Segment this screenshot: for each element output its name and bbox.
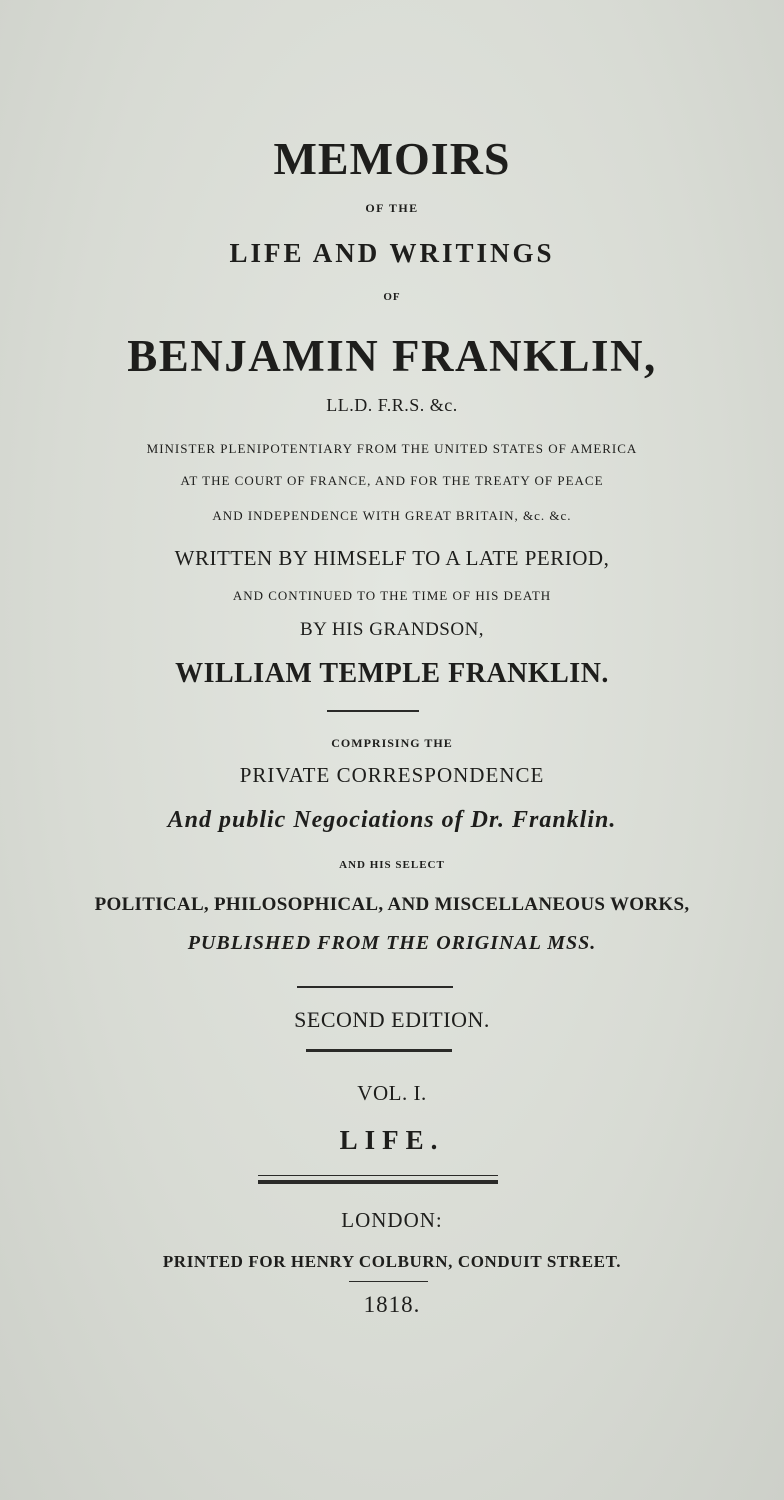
by-grandson-line: BY HIS GRANDSON, (299, 619, 485, 640)
works-line: POLITICAL, PHILOSOPHICAL, AND MISCELLANEOUS WORKS, (94, 894, 690, 915)
divider-rule-2 (297, 986, 453, 988)
printer-line: PRINTED FOR HENRY COLBURN, CONDUIT STREET. (162, 1252, 622, 1271)
year-line: 1818. (363, 1292, 421, 1317)
divider-rule-1 (327, 710, 419, 712)
of-line: OF (383, 291, 401, 303)
published-from-line: PUBLISHED FROM THE ORIGINAL MSS. (187, 932, 597, 954)
divider-rule-3 (306, 1049, 452, 1052)
public-negociations-line: And public Negociations of Dr. Franklin. (167, 807, 617, 833)
edition-line: SECOND EDITION. (294, 1007, 490, 1032)
written-by-line: WRITTEN BY HIMSELF TO A LATE PERIOD, (174, 546, 610, 570)
life-and-writings-line: LIFE AND WRITINGS (229, 238, 555, 268)
volume-line: VOL. I. (357, 1081, 427, 1105)
minister-line-3: AND INDEPENDENCE WITH GREAT BRITAIN, &c. &c. (212, 508, 572, 523)
private-correspondence-line: PRIVATE CORRESPONDENCE (239, 763, 545, 787)
author-name: BENJAMIN FRANKLIN, (127, 331, 657, 381)
divider-rule-5 (349, 1281, 428, 1282)
double-rule-thin (258, 1175, 498, 1176)
minister-line-1: MINISTER PLENIPOTENTIARY FROM THE UNITED STATES OF AMERICA (146, 441, 638, 456)
place-line: LONDON: (341, 1208, 443, 1232)
grandson-name: WILLIAM TEMPLE FRANKLIN. (175, 658, 609, 689)
comprising-line: COMPRISING THE (331, 736, 453, 750)
title: MEMOIRS (273, 133, 511, 184)
and-his-select-line: AND HIS SELECT (339, 859, 445, 871)
continued-line: AND CONTINUED TO THE TIME OF HIS DEATH (232, 588, 552, 603)
double-rule-thick (258, 1180, 498, 1184)
volume-subject-line: LIFE. (339, 1125, 445, 1155)
minister-line-2: AT THE COURT OF FRANCE, AND FOR THE TREATY OF PEACE (180, 473, 604, 488)
of-the-line: OF THE (365, 201, 419, 215)
author-degrees: LL.D. F.R.S. &c. (326, 395, 458, 415)
